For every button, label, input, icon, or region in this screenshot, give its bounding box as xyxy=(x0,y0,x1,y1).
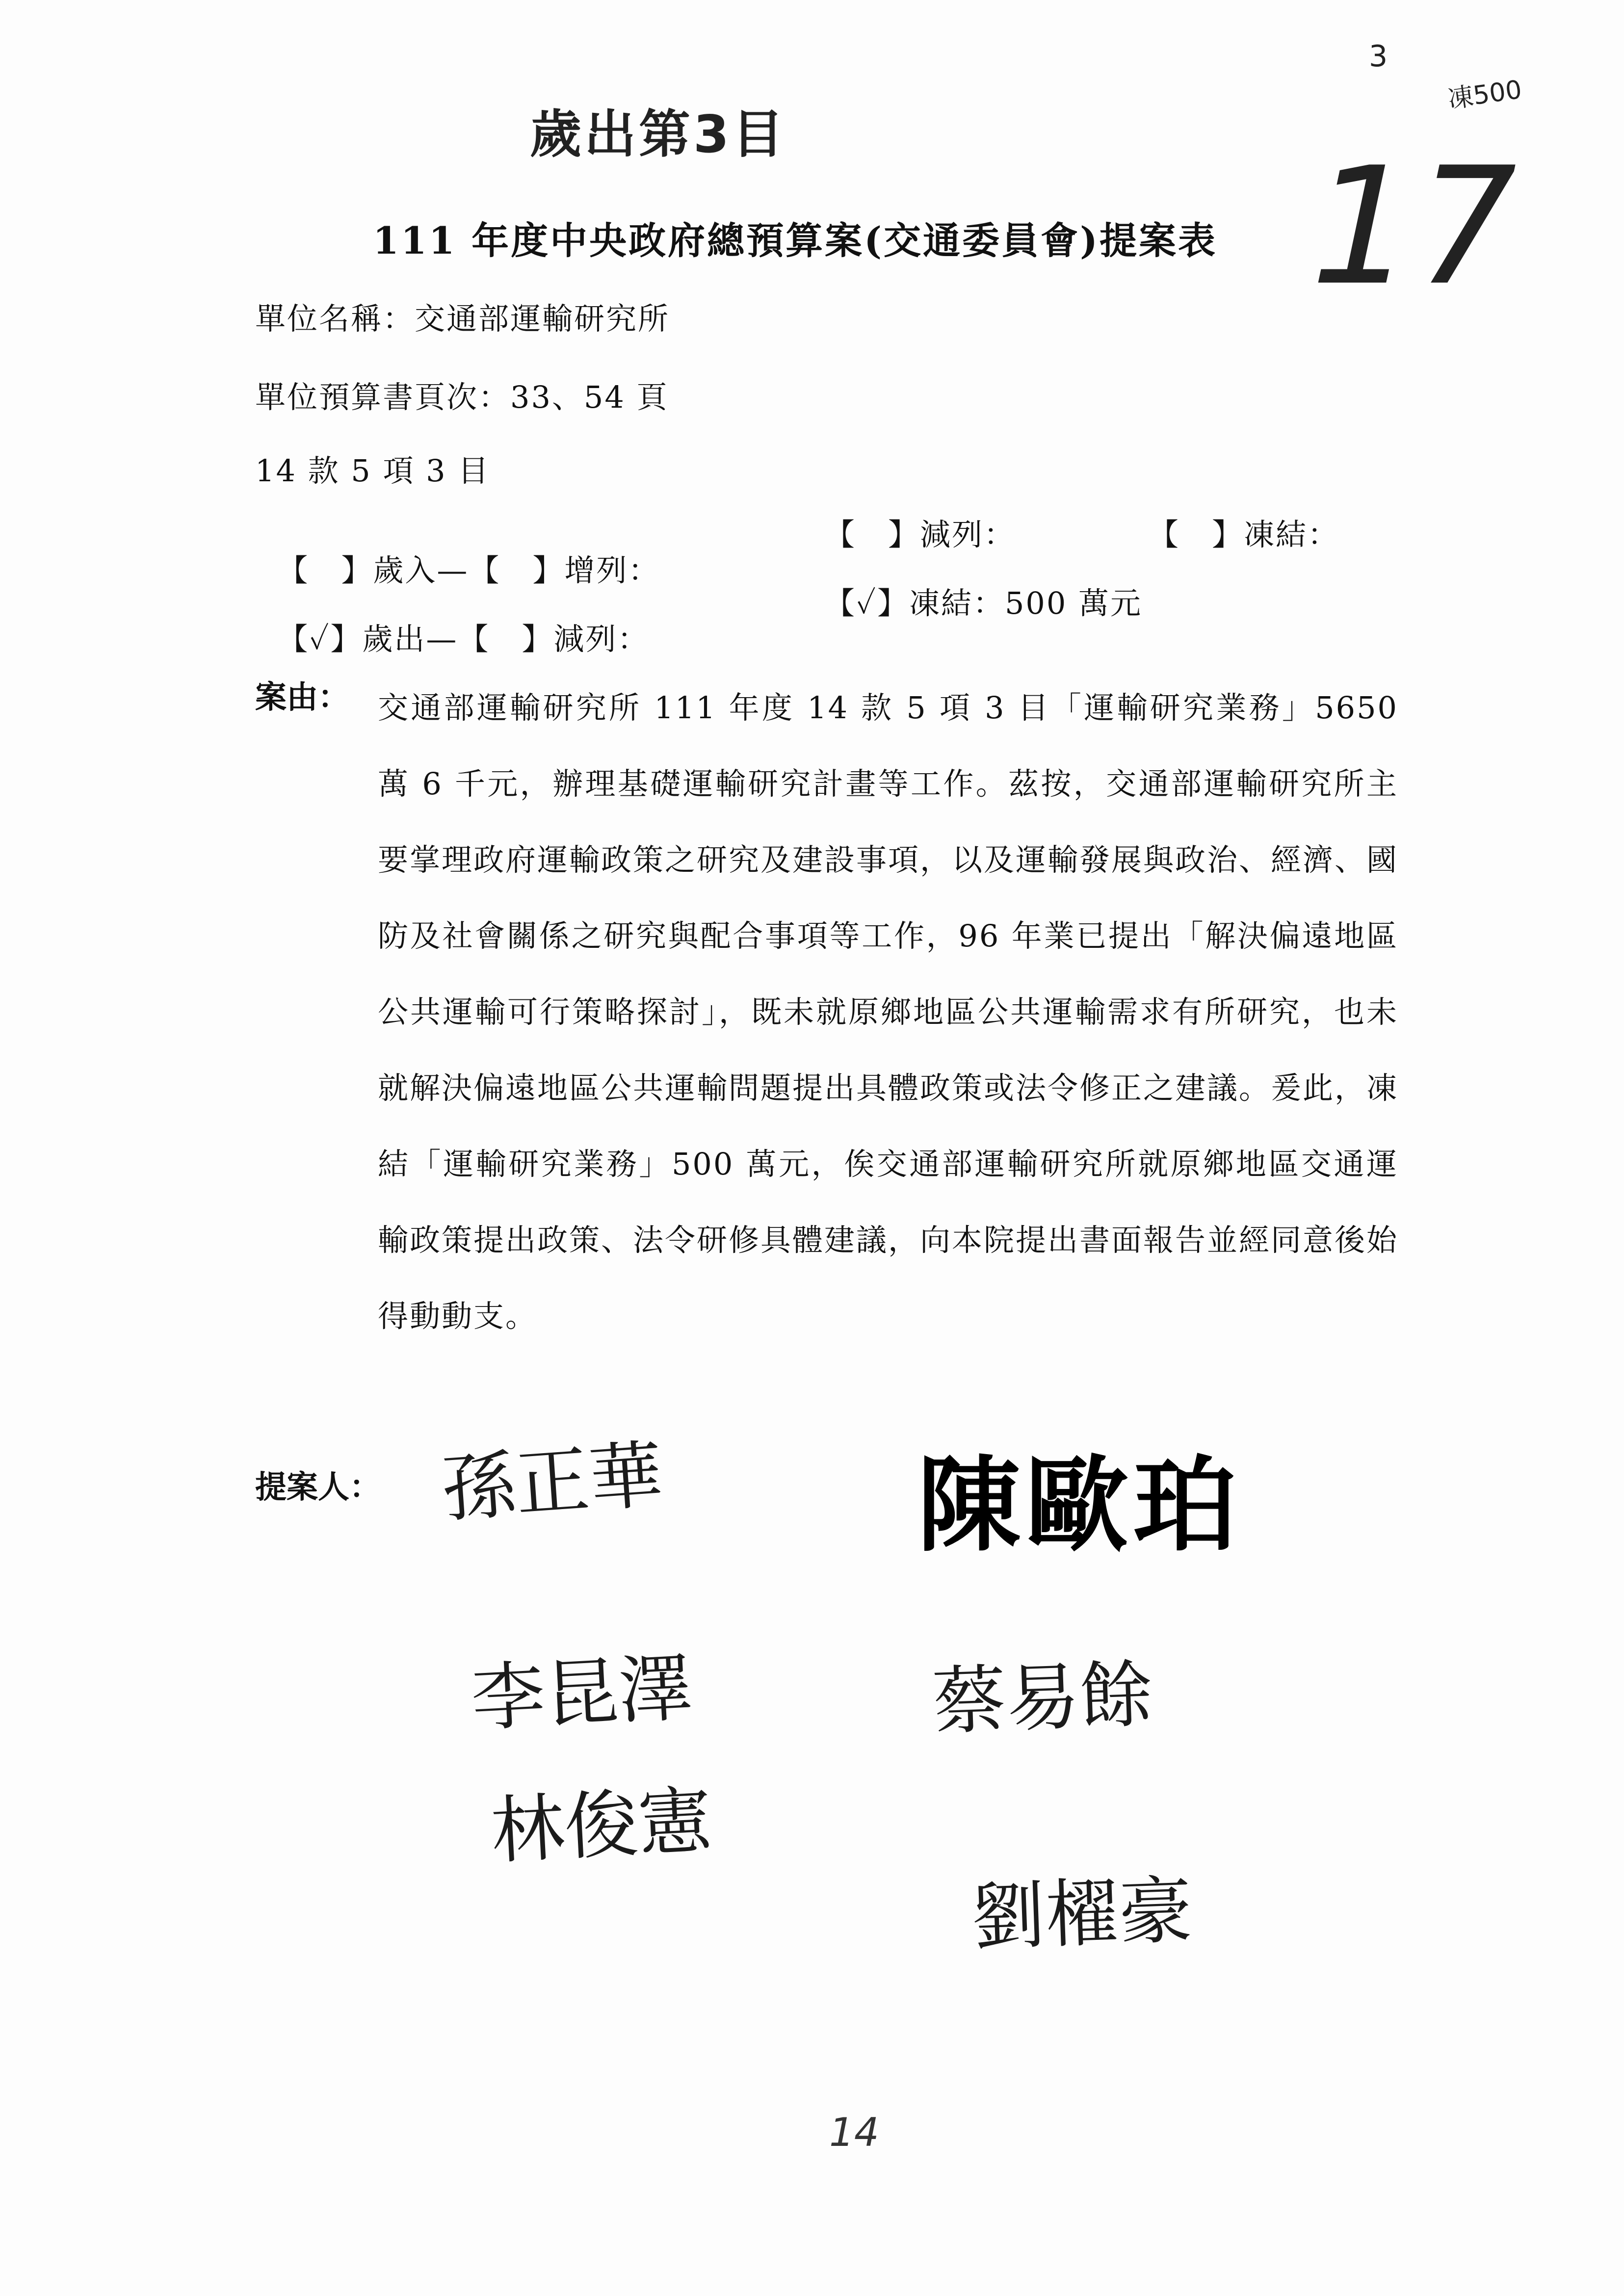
expenditure-decrease-option: 【✓】歲出—【 】減列： xyxy=(277,621,650,657)
corner-handwritten-amount: 凍500 xyxy=(1446,75,1524,115)
revenue-increase-option: 【 】歲入—【 】增列： xyxy=(277,552,660,588)
signature-4: 林俊憲 xyxy=(489,1777,714,1875)
signature-3: 李昆澤 xyxy=(469,1645,694,1742)
signature-5: 蔡易餘 xyxy=(931,1652,1155,1745)
signature-1: 孫正華 xyxy=(439,1432,666,1533)
revenue-freeze-option: 【 】凍結： xyxy=(1148,517,1340,552)
expenditure-freeze-option: 【✓】凍結：500 萬元 xyxy=(824,585,1143,621)
proposal-number: 17 xyxy=(1290,132,1536,321)
signature-2: 陳歐珀 xyxy=(917,1445,1242,1565)
signature-6: 劉櫂豪 xyxy=(970,1868,1194,1961)
unit-name: 單位名稱：交通部運輸研究所 xyxy=(255,301,670,337)
item-code: 14 款 5 項 3 目 xyxy=(255,453,490,489)
corner-handwritten-number: 3 xyxy=(1369,39,1388,74)
proposer-label: 提案人： xyxy=(255,1469,381,1506)
budget-page-reference: 單位預算書頁次：33、54 頁 xyxy=(255,379,669,415)
document-title: 111 年度中央政府總預算案(交通委員會)提案表 xyxy=(373,219,1218,262)
budget-category-stamp: 歲出第3目 xyxy=(530,104,787,164)
revenue-decrease-option: 【 】減列： xyxy=(824,517,1016,552)
reason-label: 案由： xyxy=(255,679,349,716)
reason-text: 交通部運輸研究所 111 年度 14 款 5 項 3 目「運輸研究業務」5650 萬 6 千元，辦理基礎運輸研究計畫等工作。茲按，交通部運輸研究所主要掌理政府運輸政策之研究及建設事項，以及運輸發展與政治、經濟、國防及社會關係之研究與配合事項等工作，96 年業已提出「解決偏遠地區公共運輸可行策略探討」，既未就原鄉地區公共運輸需求有所研究，也未就解決偏遠地區公共運輸問題提出具體政策或法令修正之建議。爰此，凍結「運輸研究業務」500 萬元，俟交通部運輸研究所就原鄉地區交通運輸政策提出政策、法令研修具體建議，向本院提出書面報告並經同意後始得動動支。 xyxy=(378,690,1399,1334)
page-number: 14 xyxy=(829,2110,879,2155)
